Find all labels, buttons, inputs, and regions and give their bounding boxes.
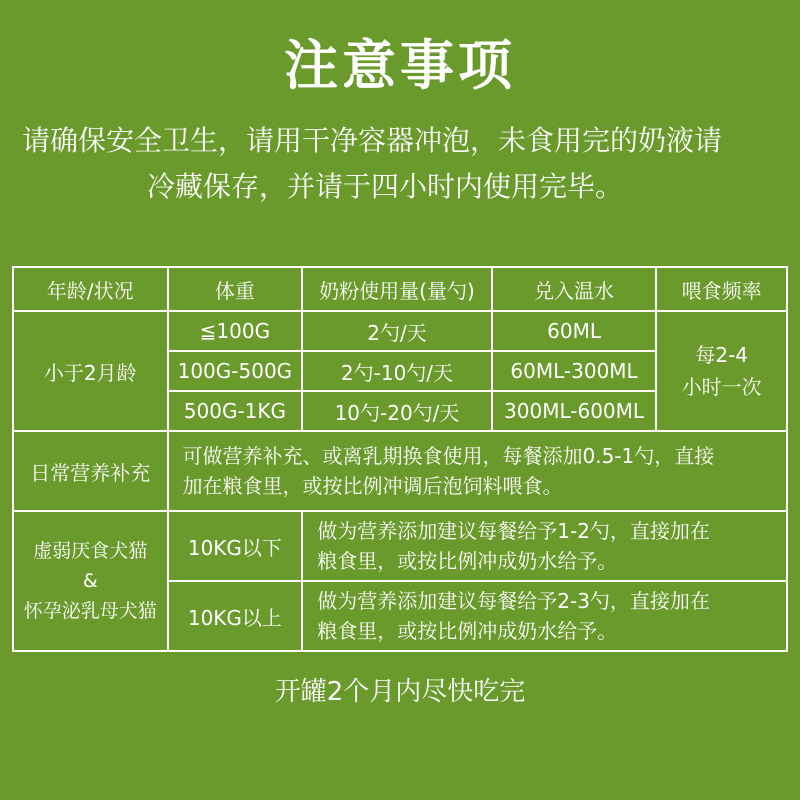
weight-cell: 10KG以上 [168, 581, 303, 651]
advice-line-1: 做为营养添加建议每餐给予2-3勺，直接加在 [317, 589, 710, 613]
special-label-line-3: 怀孕泌乳母犬猫 [23, 600, 157, 622]
intro-line-1: 请确保安全卫生，请用干净容器冲泡，未食用完的奶液请 [22, 124, 723, 157]
page-title: 注意事项 [284, 34, 516, 97]
special-pets-label [13, 511, 168, 651]
table-row [13, 311, 787, 351]
water-cell: 60ML-300ML [492, 351, 657, 391]
frequency-line-1: 每2-4 [695, 343, 749, 367]
weight-cell: 100G-500G [168, 351, 303, 391]
special-advice-text [302, 511, 787, 581]
special-advice-text [302, 581, 787, 651]
table-header-row [13, 267, 787, 311]
water-cell: 300ML-600ML [492, 391, 657, 431]
feeding-table [12, 266, 788, 652]
daily-line-1: 可做营养补充、或离乳期换食使用，每餐添加0.5-1勺，直接 [182, 444, 715, 468]
amount-cell: 2勺-10勺/天 [302, 351, 491, 391]
advice-line-1: 做为营养添加建议每餐给予1-2勺，直接加在 [317, 519, 710, 543]
advice-line-2: 粮食里，或按比例冲成奶水给予。 [317, 549, 618, 573]
footer-note: 开罐2个月内尽快吃完 [274, 677, 526, 707]
daily-supplement-text [168, 431, 787, 511]
special-label-line-1: 虚弱厌食犬猫 [33, 540, 148, 562]
intro-line-2: 冷藏保存，并请于四小时内使用完毕。 [147, 170, 624, 203]
header-water: 兑入温水 [492, 267, 657, 311]
special-label-line-2: & [82, 570, 98, 592]
weight-cell: 10KG以下 [168, 511, 303, 581]
header-age: 年龄/状况 [13, 267, 168, 311]
header-frequency: 喂食频率 [656, 267, 787, 311]
daily-supplement-label: 日常营养补充 [13, 431, 168, 511]
table-row [13, 511, 787, 581]
weight-cell: ≦100G [168, 311, 303, 351]
water-cell: 60ML [492, 311, 657, 351]
weight-cell: 500G-1KG [168, 391, 303, 431]
frequency-line-2: 小时一次 [681, 375, 762, 399]
intro-text [22, 118, 792, 210]
advice-line-2: 粮食里，或按比例冲成奶水给予。 [317, 619, 618, 643]
amount-cell: 2勺/天 [302, 311, 491, 351]
table-row [13, 431, 787, 511]
age-group-cell: 小于2月龄 [13, 311, 168, 431]
header-amount: 奶粉使用量(量勺) [302, 267, 491, 311]
daily-line-2: 加在粮食里，或按比例冲调后泡饲料喂食。 [182, 474, 563, 498]
frequency-cell [656, 311, 787, 431]
amount-cell: 10勺-20勺/天 [302, 391, 491, 431]
header-weight: 体重 [168, 267, 303, 311]
